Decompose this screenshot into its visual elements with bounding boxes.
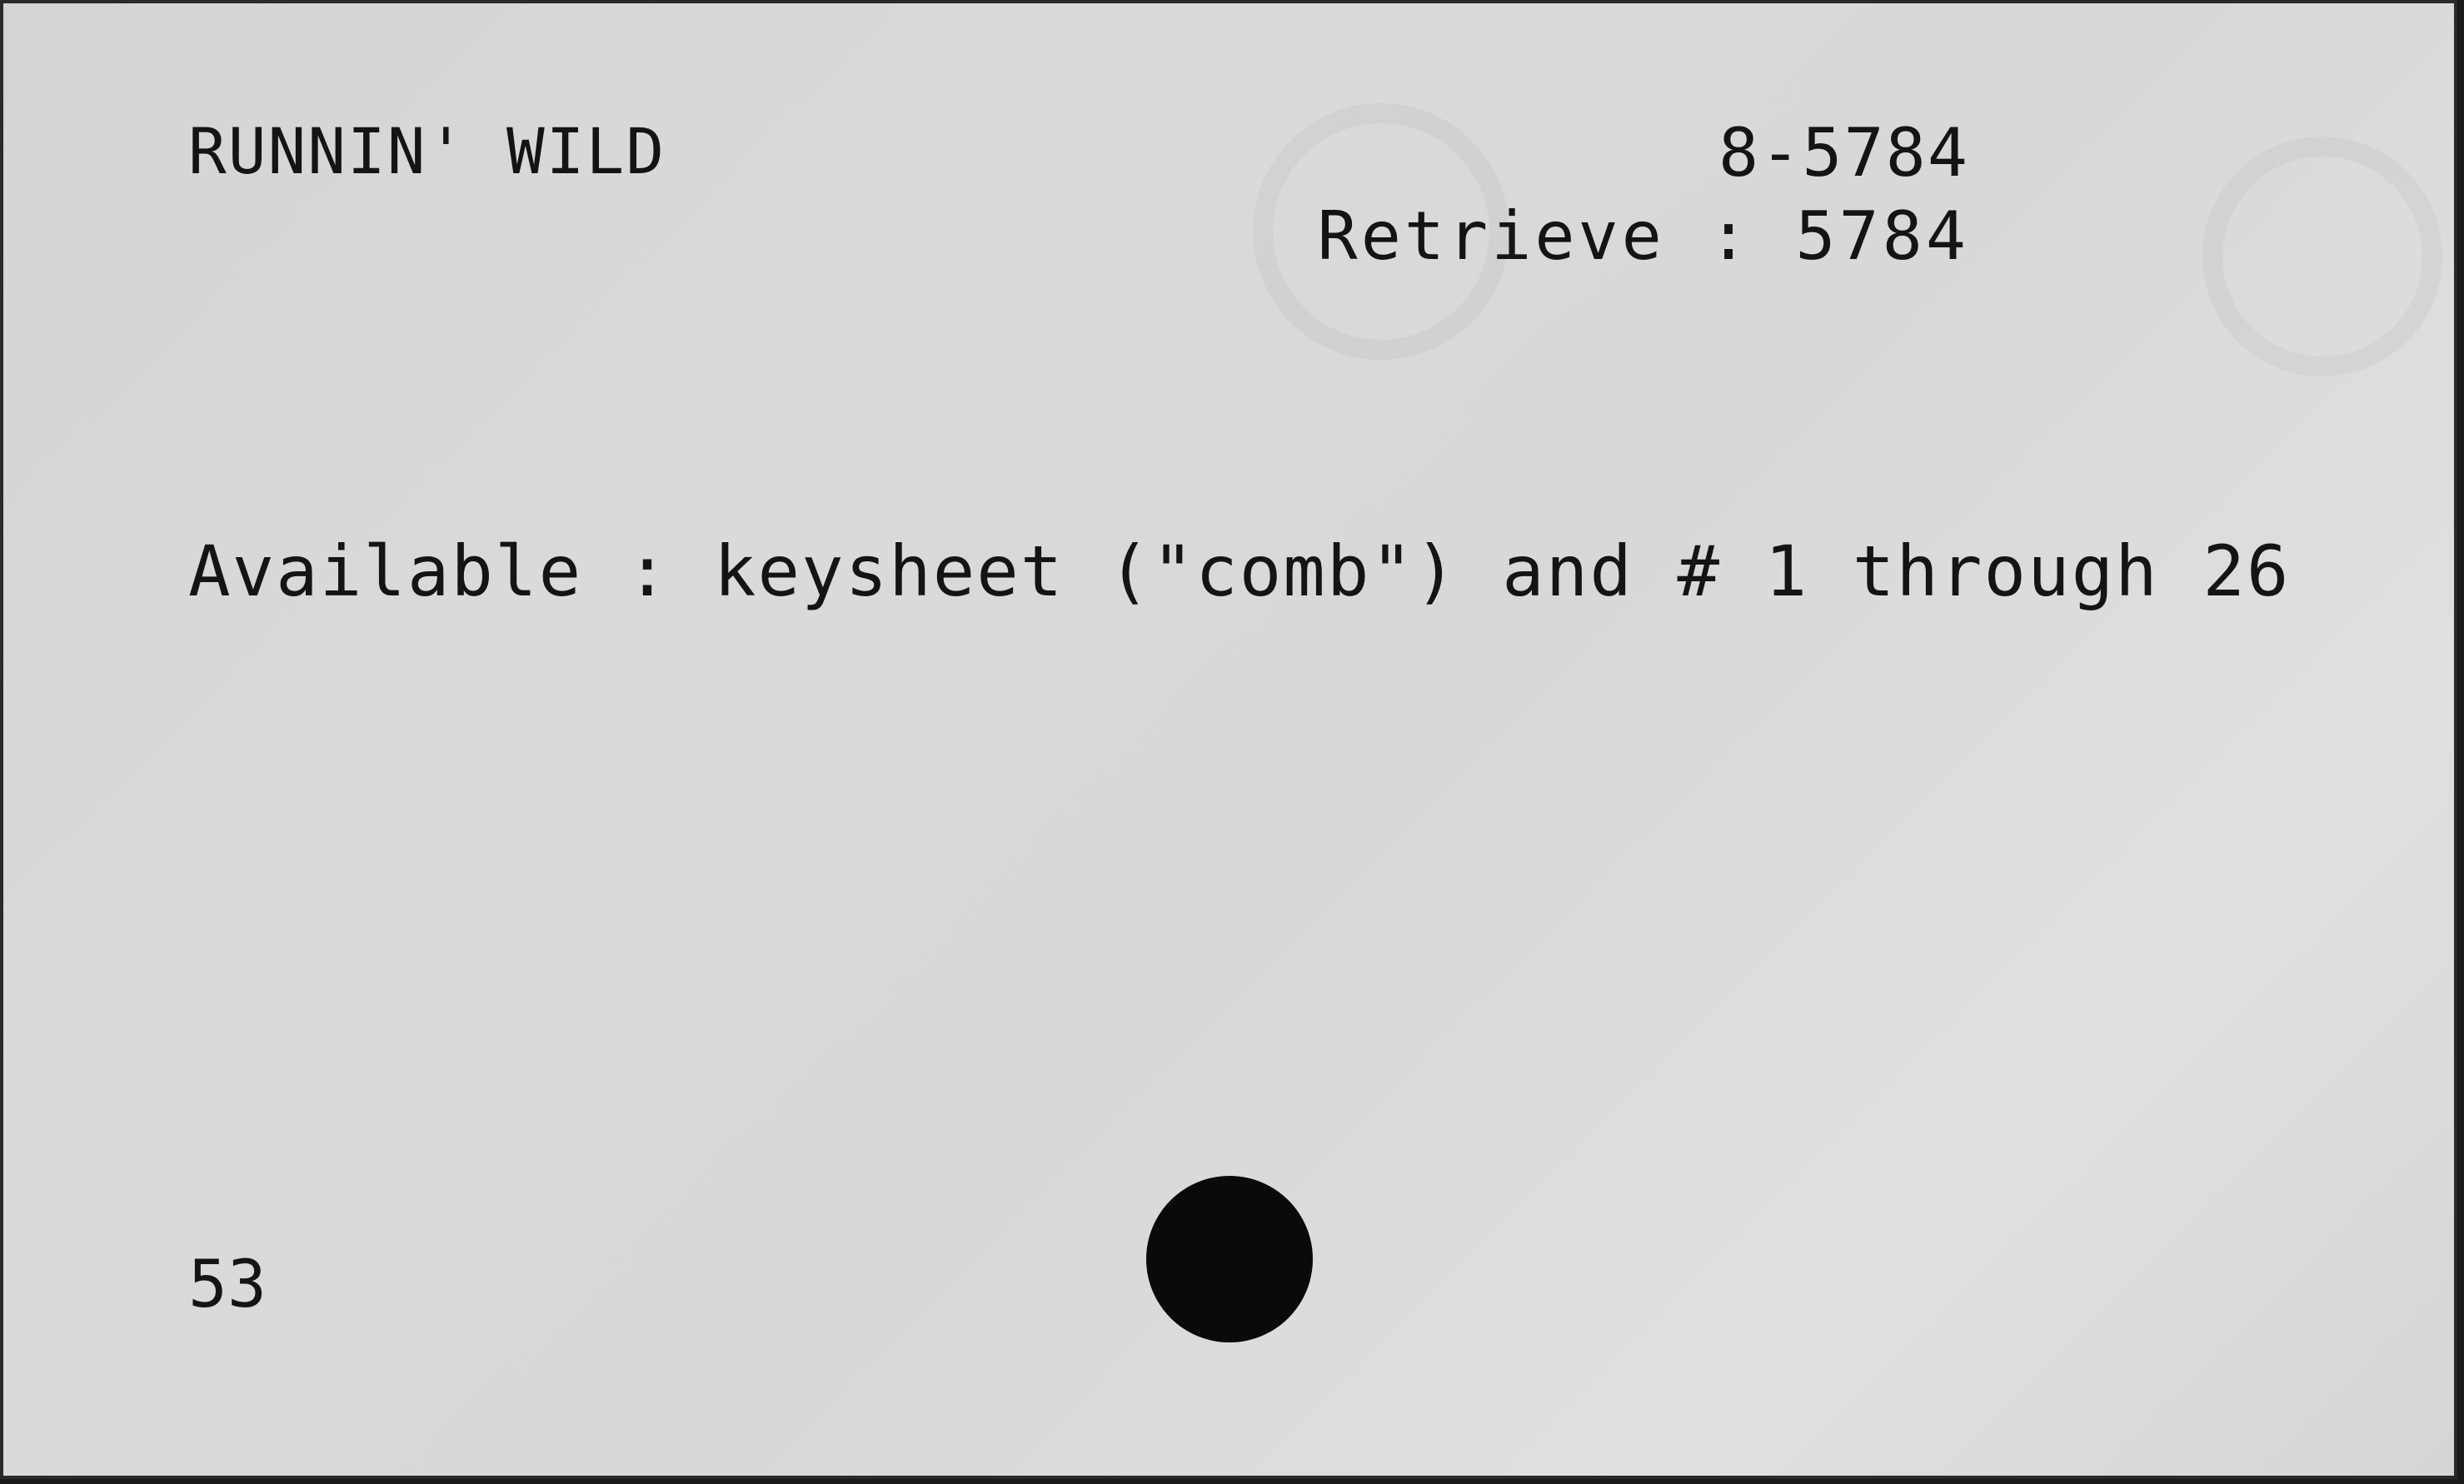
card-number: 8-5784 (1718, 114, 1969, 192)
bleed-through-mark (2202, 137, 2442, 376)
availability-line: Available : keysheet ("comb") and # 1 through 26 (188, 530, 2291, 612)
card-title: RUNNIN' WILD (188, 114, 666, 188)
punch-hole (1146, 1176, 1313, 1342)
page-number: 53 (188, 1247, 267, 1322)
retrieve-line: Retrieve : 5784 (1317, 197, 1969, 275)
